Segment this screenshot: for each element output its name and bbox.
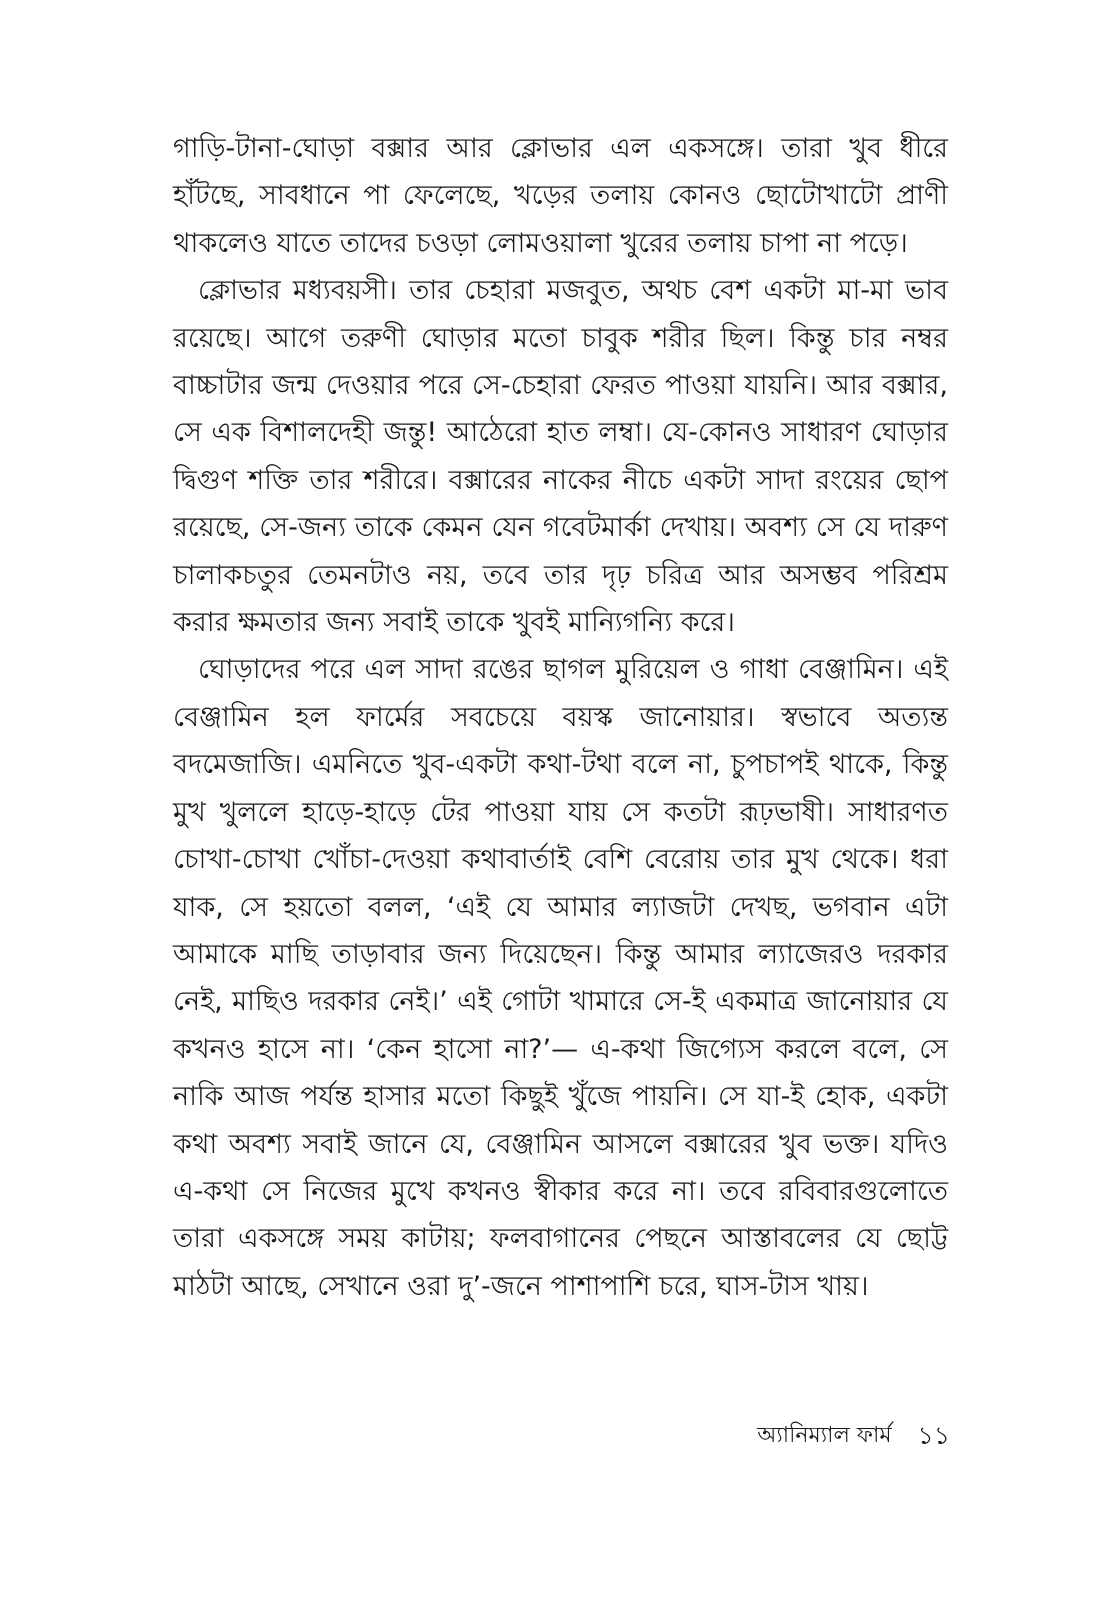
- page-footer: [640, 1416, 950, 1456]
- running-title: অ্যানিম্যাল ফার্ম: [757, 1423, 892, 1448]
- paragraph-1: গাড়ি-টানা-ঘোড়া বক্সার আর ক্লোভার এল একসঙ্গে। তারা খুব ধীরে হাঁটছে, সাবধানে পা ফেলেছে, খড়ের তলায় কোনও ছোটোখাটো প্রাণী থাকলেও যাতে তাদের চওড়া লোমওয়ালা খুরের তলায় চাপা না পড়ে।: [173, 133, 948, 259]
- paragraph-3: ঘোড়াদের পরে এল সাদা রঙের ছাগল মুরিয়েল ও গাধা বেঞ্জামিন। এই বেঞ্জামিন হল ফার্মের সবচেয়ে বয়স্ক জানোয়ার। স্বভাবে অত্যন্ত বদমেজাজি। এমনিতে খুব-একটা কথা-টথা বলে না, চুপচাপই থাকে, কিন্তু মুখ খুললে হাড়ে-হাড়ে টের পাওয়া যায় সে কতটা রূঢ়ভাষী। সাধারণত চোখা-চোখা খোঁচা-দেওয়া কথাবার্তাই বেশি বেরোয় তার মুখ থেকে। ধরা যাক, সে হয়তো বলল, ‘এই যে আমার ল্যাজটা দেখছ, ভগবান এটা আমাকে মাছি তাড়াবার জন্য দিয়েছেন। কিন্তু আমার ল্যাজেরও দরকার নেই, মাছিও দরকার নেই।’ এই গোটা খামারে সে-ই একমাত্র জানোয়ার যে কখনও হাসে না। ‘কেন হাসো না?’— এ-কথা জিগ্যেস করলে বলে, সে নাকি আজ পর্যন্ত হাসার মতো কিছুই খুঁজে পায়নি। সে যা-ই হোক, একটা কথা অবশ্য সবাই জানে যে, বেঞ্জামিন আসলে বক্সারের খুব ভক্ত। যদিও এ-কথা সে নিজের মুখে কখনও স্বীকার করে না। তবে রবিবারগুলোতে তারা একসঙ্গে সময় কাটায়; ফলবাগানের পেছনে আস্তাবলের যে ছোট্ট মাঠটা আছে, সেখানে ওরা দু’-জনে পাশাপাশি চরে, ঘাস-টাস খায়।: [173, 654, 948, 1302]
- body-text: [173, 125, 948, 1310]
- paragraph-2: ক্লোভার মধ্যবয়সী। তার চেহারা মজবুত, অথচ বেশ একটা মা-মা ভাব রয়েছে। আগে তরুণী ঘোড়ার মতো চাবুক শরীর ছিল। কিন্তু চার নম্বর বাচ্চাটার জন্ম দেওয়ার পরে সে-চেহারা ফেরত পাওয়া যায়নি। আর বক্সার, সে এক বিশালদেহী জন্তু! আঠেরো হাত লম্বা। যে-কোনও সাধারণ ঘোড়ার দ্বিগুণ শক্তি তার শরীরে। বক্সারের নাকের নীচে একটা সাদা রংয়ের ছোপ রয়েছে, সে-জন্য তাকে কেমন যেন গবেটমার্কা দেখায়। অবশ্য সে যে দারুণ চালাকচতুর তেমনটাও নয়, তবে তার দৃঢ় চরিত্র আর অসম্ভব পরিশ্রম করার ক্ষমতার জন্য সবাই তাকে খুবই মান্যিগন্যি করে।: [173, 275, 948, 639]
- page-number: ১১: [917, 1421, 950, 1450]
